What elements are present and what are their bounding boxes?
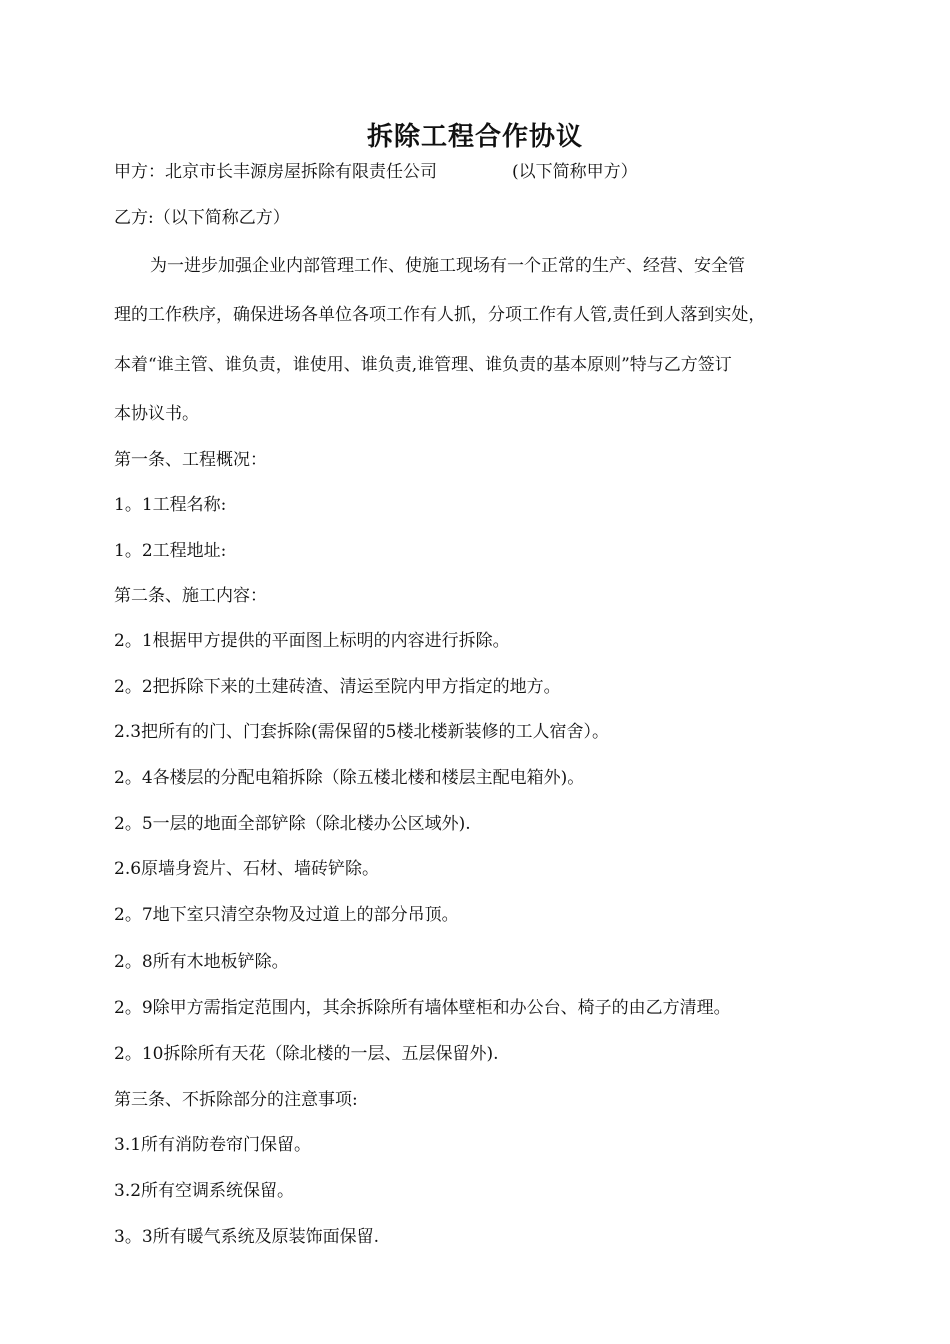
party-a-line: 甲方：北京市长丰源房屋拆除有限责任公司 bbox=[114, 162, 437, 182]
clause-item: 2。1根据甲方提供的平面图上标明的内容进行拆除。 bbox=[114, 631, 510, 651]
clause-item: 2。7地下室只清空杂物及过道上的部分吊顶。 bbox=[114, 905, 459, 925]
clause-item: 2。8所有木地板铲除。 bbox=[114, 952, 289, 972]
intro-line: 本着“谁主管、谁负责，谁使用、谁负责,谁管理、谁负责的基本原则”特与乙方签订 bbox=[114, 355, 732, 375]
intro-line: 理的工作秩序，确保进场各单位各项工作有人抓，分项工作有人管,责任到人落到实处， bbox=[114, 305, 766, 325]
intro-line: 为一进步加强企业内部管理工作、使施工现场有一个正常的生产、经营、安全管 bbox=[150, 256, 745, 276]
section-heading: 第三条、不拆除部分的注意事项: bbox=[114, 1090, 358, 1110]
clause-item: 2。5一层的地面全部铲除（除北楼办公区域外). bbox=[114, 814, 471, 834]
section-heading: 第二条、施工内容： bbox=[114, 586, 267, 606]
intro-line: 本协议书。 bbox=[114, 404, 199, 424]
clause-item: 3.1所有消防卷帘门保留。 bbox=[114, 1135, 312, 1155]
section-heading: 第一条、工程概况： bbox=[114, 450, 267, 470]
clause-item: 2。10拆除所有天花（除北楼的一层、五层保留外). bbox=[114, 1044, 499, 1064]
clause-item: 2.6原墙身瓷片、石材、墙砖铲除。 bbox=[114, 859, 380, 879]
clause-item: 2。4各楼层的分配电箱拆除（除五楼北楼和楼层主配电箱外)。 bbox=[114, 768, 585, 788]
document-title: 拆除工程合作协议 bbox=[366, 122, 583, 152]
clause-item: 1。1工程名称: bbox=[114, 495, 227, 515]
clause-item: 2。9除甲方需指定范围内，其余拆除所有墙体壁柜和办公台、椅子的由乙方清理。 bbox=[114, 998, 731, 1018]
party-a-note: (以下简称甲方） bbox=[512, 162, 638, 182]
clause-item: 2.3把所有的门、门套拆除(需保留的5楼北楼新装修的工人宿舍）。 bbox=[114, 722, 609, 742]
party-b-line: 乙方:（以下简称乙方） bbox=[114, 208, 290, 228]
clause-item: 3.2所有空调系统保留。 bbox=[114, 1181, 295, 1201]
clause-item: 3。3所有暖气系统及原装饰面保留. bbox=[114, 1227, 380, 1247]
clause-item: 2。2把拆除下来的土建砖渣、清运至院内甲方指定的地方。 bbox=[114, 677, 561, 697]
clause-item: 1。2工程地址: bbox=[114, 541, 227, 561]
